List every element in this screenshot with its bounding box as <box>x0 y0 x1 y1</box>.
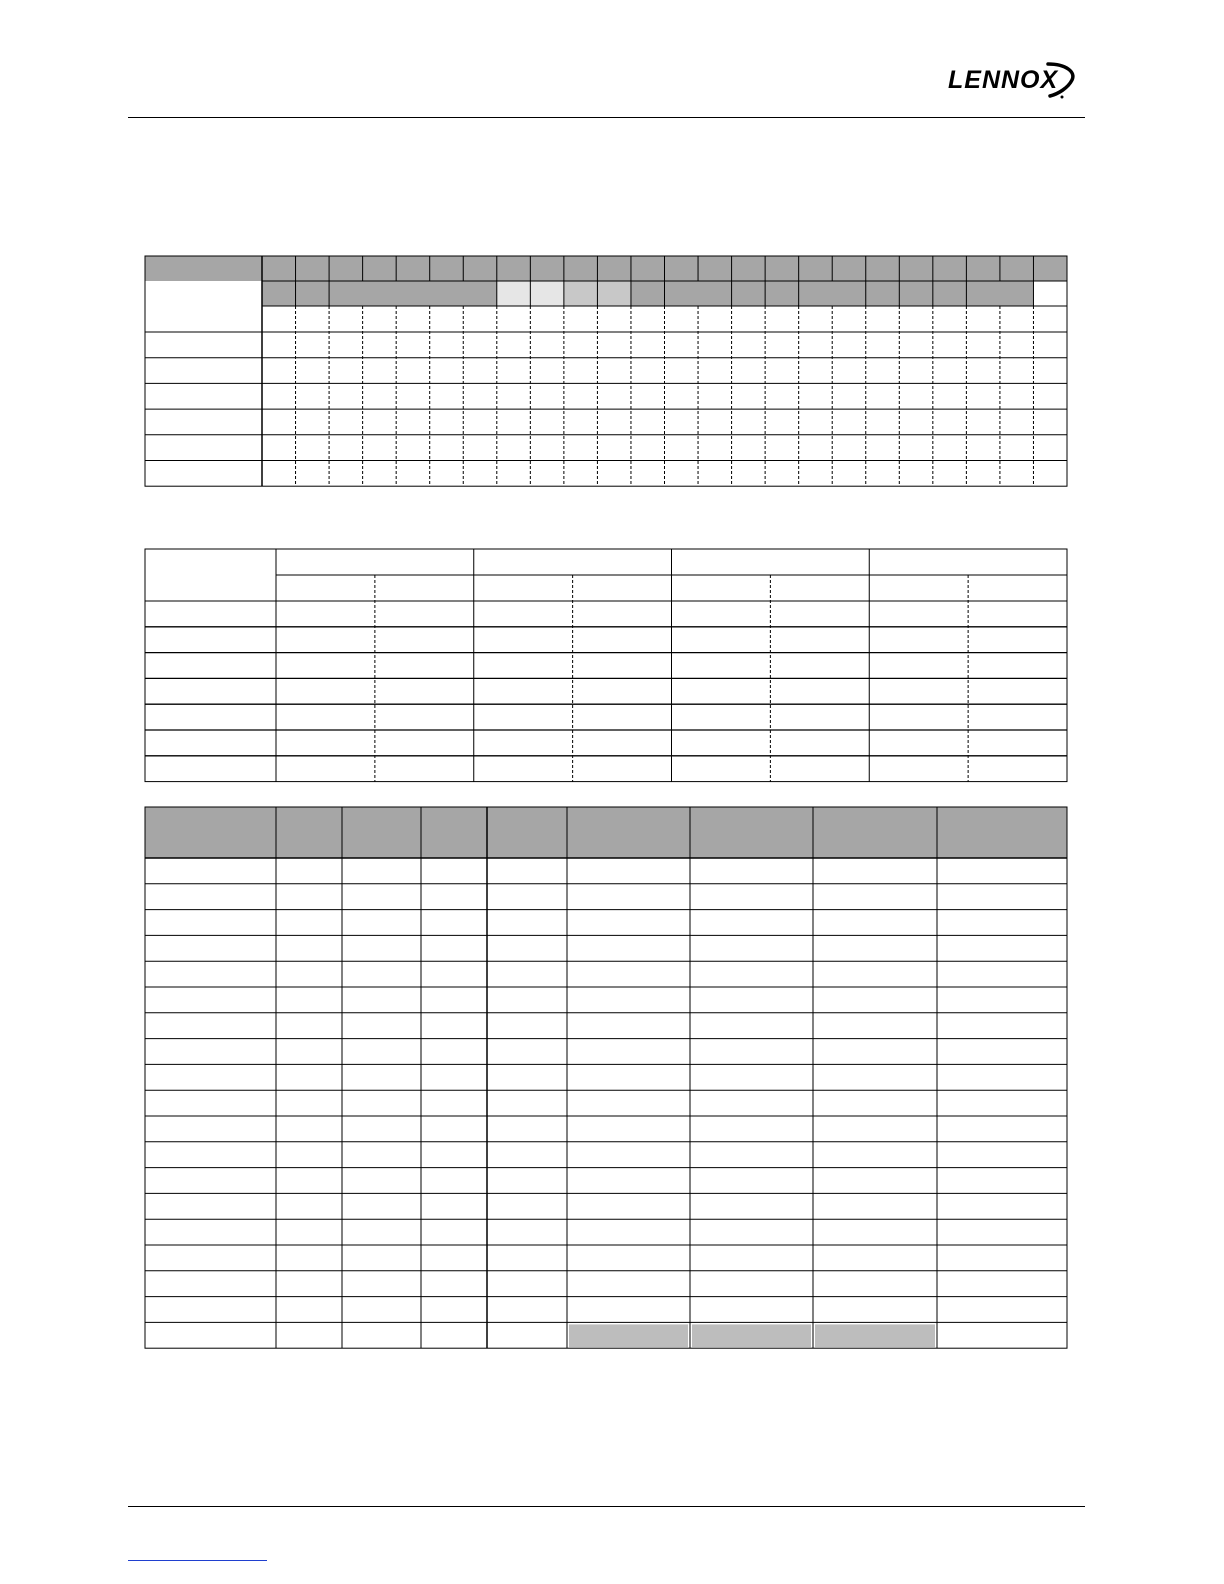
table1-group-cell <box>899 281 933 306</box>
table1-group-cell <box>732 281 766 306</box>
table1-group-cell <box>866 281 900 306</box>
table1-group-cell <box>497 281 531 306</box>
table1-group-cell <box>631 281 665 306</box>
table3-border <box>145 807 1067 1348</box>
table1-group-cell <box>296 281 330 306</box>
table1-group-cell <box>933 281 967 306</box>
logo-wordmark: LENNOX <box>948 66 1059 94</box>
table3-header-row <box>145 807 1067 858</box>
table1-group-cell <box>597 281 631 306</box>
table3-total-cell <box>569 1324 688 1347</box>
table2-border <box>145 549 1067 782</box>
table1-header-row <box>145 256 1067 281</box>
footer-link-underline[interactable] <box>128 1560 267 1561</box>
table1-group-cell <box>329 281 497 306</box>
table1-group-cell <box>665 281 732 306</box>
table3-total-cell <box>815 1324 935 1347</box>
footer-rule <box>128 1506 1085 1507</box>
table1-group-cell <box>564 281 598 306</box>
table1-group-cell <box>966 281 1033 306</box>
table1-group-cell <box>530 281 564 306</box>
table1-group-cell <box>799 281 866 306</box>
table1-group-cell <box>765 281 799 306</box>
table1-group-cell <box>262 281 296 306</box>
table3-total-cell <box>692 1324 811 1347</box>
